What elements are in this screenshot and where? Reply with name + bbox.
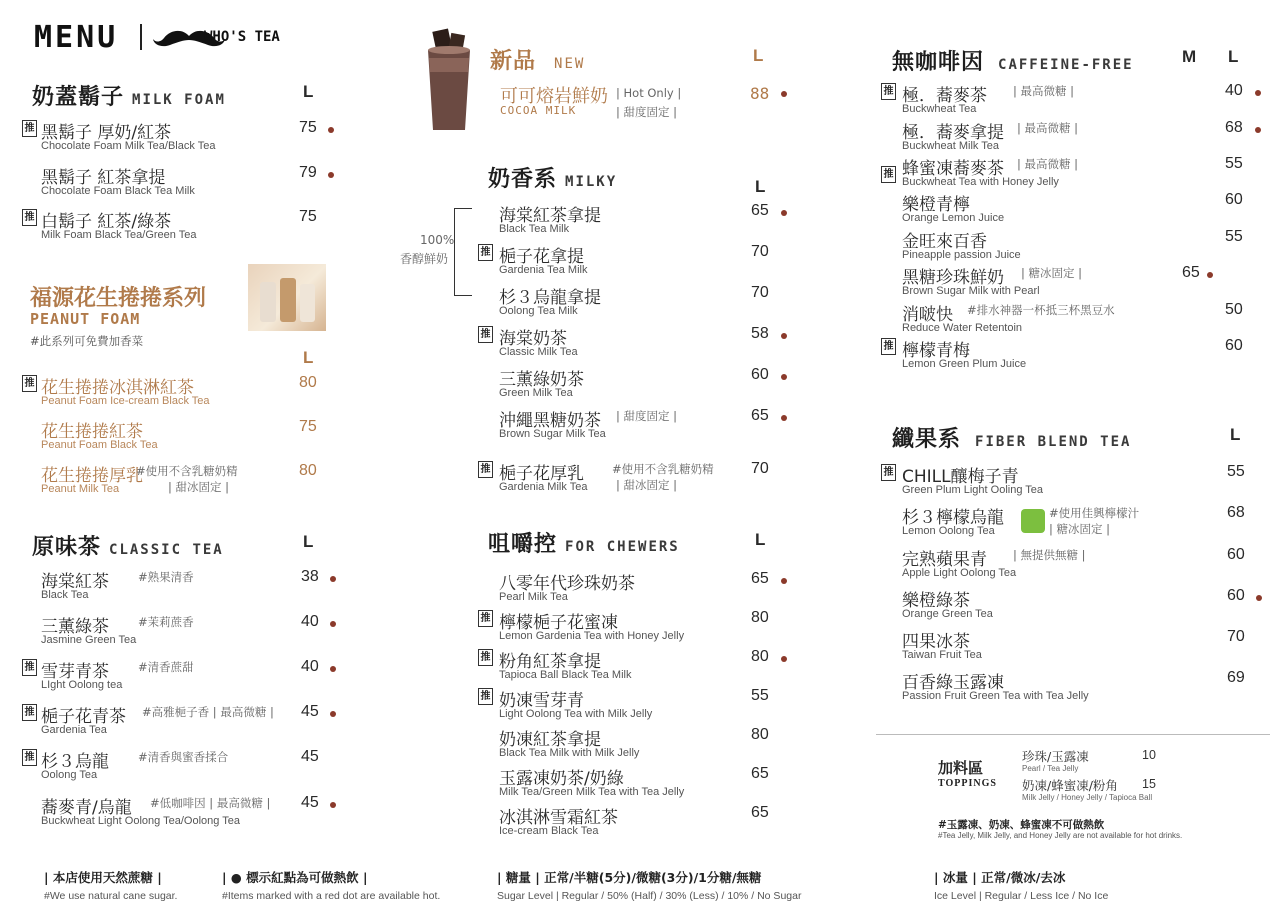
- menu-item[interactable]: [478, 459, 798, 499]
- peanut-note: #此系列可免費加香菜: [30, 334, 144, 348]
- item-price: 68: [1225, 119, 1243, 136]
- item-price: 79: [299, 164, 317, 181]
- hot-dot: [328, 127, 334, 133]
- item-name: 消啵快: [902, 305, 953, 325]
- footer-cane-sugar-en: #We use natural cane sugar.: [44, 890, 178, 902]
- topping-name: 奶凍/蜂蜜凍/粉角: [1022, 778, 1118, 793]
- item-name: 杉３檸檬烏龍: [902, 508, 1004, 528]
- item-name-en: Green Milk Tea: [499, 387, 573, 399]
- section-header-fiber: [892, 422, 1131, 453]
- item-price: 75: [299, 208, 317, 225]
- menu-item[interactable]: [881, 154, 1266, 194]
- menu-item[interactable]: [478, 324, 798, 364]
- footer-hot-note-en: #Items marked with a red dot are available hot.: [222, 890, 441, 902]
- section-title-en: CLASSIC TEA: [109, 542, 224, 558]
- item-price: 75: [299, 418, 317, 435]
- section-title-zh: 無咖啡因: [892, 50, 985, 75]
- item-name: 蜂蜜凍蕎麥茶: [902, 159, 1004, 179]
- section-header-classic: [32, 530, 224, 561]
- item-name-en: COCOA MILK: [500, 104, 577, 117]
- item-name-en: Milk Tea/Green Milk Tea with Tea Jelly: [499, 786, 685, 798]
- section-title-zh: 奶香系: [488, 167, 558, 192]
- item-name: 奶凍雪芽青: [499, 691, 584, 711]
- item-name-en: Black Tea Milk with Milk Jelly: [499, 747, 640, 759]
- menu-item[interactable]: [881, 227, 1266, 267]
- section-title-en: FOR CHEWERS: [565, 539, 680, 555]
- item-price: 65: [751, 765, 769, 782]
- footer-sugar-level-en: Sugar Level | Regular / 50% (Half) / 30% (Less) / 10% / No Sugar: [497, 890, 802, 902]
- item-name-en: Buckwheat Tea with Honey Jelly: [902, 176, 1059, 188]
- item-name: 黑鬍子 紅茶拿提: [41, 168, 166, 188]
- item-price: 60: [1225, 191, 1243, 208]
- hot-dot: [1255, 90, 1261, 96]
- item-name-en: Orange Lemon Juice: [902, 212, 1005, 224]
- item-name-en: Buckwheat Light Oolong Tea/Oolong Tea: [41, 815, 240, 827]
- item-price: 80: [751, 609, 769, 626]
- item-name-en: Oolong Tea: [41, 769, 98, 781]
- menu-item[interactable]: [478, 283, 798, 323]
- item-note: #清香蔗甜: [138, 660, 194, 674]
- item-name: 花生捲捲厚乳: [41, 466, 143, 486]
- size-l-label: L: [1230, 425, 1241, 444]
- peanut-title-en: PEANUT FOAM: [30, 310, 141, 328]
- hot-dot: [1255, 127, 1261, 133]
- peanut-photo: [248, 264, 326, 331]
- topping-name: 珍珠/玉露凍: [1022, 749, 1089, 764]
- menu-item[interactable]: [22, 207, 342, 247]
- item-note: #使用佳興檸檬汁: [1049, 506, 1140, 520]
- topping-name-en: Milk Jelly / Honey Jelly / Tapioca Ball: [1022, 793, 1153, 802]
- item-name-en: Gardenia Tea: [41, 724, 107, 736]
- item-name: 杉３烏龍拿提: [499, 288, 601, 308]
- section-header-new: [490, 44, 585, 75]
- recommend-badge: 推: [478, 649, 493, 666]
- hot-dot: [330, 666, 336, 672]
- item-name-en: Taiwan Fruit Tea: [902, 649, 982, 661]
- item-name: 冰淇淋雪霜紅茶: [499, 808, 618, 828]
- item-name-en: Green Plum Light Ooling Tea: [902, 484, 1044, 496]
- menu-item[interactable]: [478, 365, 798, 405]
- item-name-en: Light Oolong Tea with Milk Jelly: [499, 708, 653, 720]
- item-price: 65: [751, 570, 769, 587]
- menu-item[interactable]: [881, 627, 1266, 667]
- hot-dot: [1207, 272, 1213, 278]
- item-name-en: Lemon Green Plum Juice: [902, 358, 1027, 370]
- toppings-title-en: TOPPINGS: [938, 778, 997, 789]
- item-name: 檸檬梔子花蜜凍: [499, 613, 618, 633]
- item-note: | 最高微糖 |: [1017, 157, 1079, 171]
- item-price: 88: [750, 84, 770, 103]
- item-name: 梔子花青茶: [41, 707, 126, 727]
- item-price: 60: [1227, 587, 1245, 604]
- item-name-en: Apple Light Oolong Tea: [902, 567, 1017, 579]
- bracket-label-2: 香醇鮮奶: [400, 252, 449, 266]
- menu-item[interactable]: [478, 608, 798, 648]
- menu-item[interactable]: [22, 612, 342, 652]
- recommend-badge: 推: [22, 749, 37, 766]
- item-price: 70: [751, 284, 769, 301]
- item-name: 八零年代珍珠奶茶: [499, 574, 635, 594]
- menu-title: MENU: [34, 20, 119, 55]
- item-name: 粉角紅茶拿提: [499, 652, 601, 672]
- item-note: #使用不含乳糖奶精: [612, 462, 714, 476]
- item-price: 65: [751, 202, 769, 219]
- menu-item[interactable]: [881, 118, 1266, 158]
- item-price: 69: [1227, 669, 1245, 686]
- item-note-2: | 甜度固定 |: [616, 105, 678, 119]
- item-name: 百香綠玉露凍: [902, 673, 1004, 693]
- hot-dot: [330, 711, 336, 717]
- menu-item[interactable]: [478, 686, 798, 726]
- section-title-en: NEW: [554, 56, 586, 72]
- menu-item[interactable]: [881, 336, 1266, 376]
- item-note: | 最高微糖 |: [1013, 84, 1075, 98]
- hot-dot: [781, 374, 787, 380]
- menu-item[interactable]: [881, 190, 1266, 230]
- item-note-2: | 甜冰固定 |: [616, 478, 678, 492]
- menu-item[interactable]: [22, 118, 342, 158]
- item-name: 玉露凍奶茶/奶綠: [499, 769, 624, 789]
- recommend-badge: 推: [881, 166, 896, 183]
- item-note: #清香與蜜香揉合: [138, 750, 229, 764]
- item-name-en: Pineapple passion Juice: [902, 249, 1021, 261]
- item-name: 黑鬍子 厚奶/紅茶: [41, 123, 172, 143]
- item-price: 55: [1225, 228, 1243, 245]
- item-name: 可可熔岩鮮奶: [500, 86, 608, 107]
- item-note: | 無提供無糖 |: [1013, 548, 1086, 562]
- recommend-badge: 推: [478, 244, 493, 261]
- menu-item[interactable]: [22, 417, 342, 457]
- menu-item[interactable]: [478, 803, 798, 843]
- recommend-badge: 推: [478, 688, 493, 705]
- item-name: 奶凍紅茶拿提: [499, 730, 601, 750]
- item-name: 白鬍子 紅茶/綠茶: [41, 212, 172, 232]
- section-header-caffeine-free: [892, 45, 1134, 76]
- recommend-badge: 推: [881, 464, 896, 481]
- item-note: #排水神器一杯抵三杯黑豆水: [967, 303, 1115, 317]
- recommend-badge: 推: [22, 375, 37, 392]
- item-name: 三薰綠奶茶: [499, 370, 584, 390]
- item-price: 60: [1225, 337, 1243, 354]
- recommend-badge: 推: [22, 704, 37, 721]
- hot-dot: [781, 91, 787, 97]
- item-price: 70: [1227, 628, 1245, 645]
- toppings-note: #玉露凍、奶凍、蜂蜜凍不可做熱飲: [938, 819, 1105, 831]
- hot-dot: [781, 578, 787, 584]
- size-l-label: L: [303, 348, 314, 367]
- item-name-en: Gardenia Tea Milk: [499, 264, 588, 276]
- peanut-title-zh: 福源花生捲捲系列: [30, 286, 207, 311]
- brand-name: WHO'S TEA: [204, 29, 280, 45]
- section-title-zh: 原味茶: [32, 535, 102, 560]
- recommend-badge: 推: [22, 209, 37, 226]
- menu-item[interactable]: [478, 725, 798, 765]
- topping-item: [1022, 747, 1172, 773]
- topping-item: [1022, 776, 1202, 802]
- menu-item[interactable]: [881, 545, 1266, 585]
- item-name-en: LIght Oolong tea: [41, 679, 123, 691]
- recommend-badge: 推: [22, 120, 37, 137]
- menu-item[interactable]: [881, 503, 1266, 543]
- item-price: 40: [301, 613, 319, 630]
- item-name: 四果冰茶: [902, 632, 970, 652]
- item-name-en: Oolong Tea Milk: [499, 305, 578, 317]
- item-name-en: Orange Green Tea: [902, 608, 993, 620]
- section-title-zh: 奶蓋鬍子: [32, 85, 125, 110]
- item-price: 80: [751, 648, 769, 665]
- item-price: 65: [751, 407, 769, 424]
- footer-hot-note: | ● 標示紅點為可做熱飲 |: [222, 870, 368, 885]
- item-name-en: Peanut Foam Black Tea: [41, 439, 158, 451]
- section-title-zh: 纖果系: [892, 427, 962, 452]
- item-name-en: Lemon Gardenia Tea with Honey Jelly: [499, 630, 685, 642]
- item-price: 50: [1225, 301, 1243, 318]
- recommend-badge: 推: [22, 659, 37, 676]
- item-name: 極．蕎麥拿提: [902, 123, 1004, 143]
- item-price: 68: [1227, 504, 1245, 521]
- menu-item[interactable]: [881, 668, 1266, 708]
- footer-cane-sugar: | 本店使用天然蔗糖 |: [44, 870, 162, 885]
- menu-item[interactable]: [478, 569, 798, 609]
- section-title-en: MILK FOAM: [132, 92, 226, 108]
- brand-header: [34, 20, 284, 56]
- item-name: 花生捲捲冰淇淋紅茶: [41, 378, 194, 398]
- item-price: 58: [751, 325, 769, 342]
- lemon-juice-logo: [1021, 509, 1045, 533]
- item-name: 樂橙綠茶: [902, 591, 970, 611]
- menu-item[interactable]: [478, 242, 798, 282]
- hot-dot: [781, 415, 787, 421]
- item-note: | 甜度固定 |: [616, 409, 678, 423]
- item-price: 75: [299, 119, 317, 136]
- menu-item[interactable]: [22, 747, 342, 787]
- hot-dot: [781, 656, 787, 662]
- item-price: 40: [1225, 82, 1243, 99]
- item-price: 80: [299, 374, 317, 391]
- size-l-label: L: [1228, 47, 1239, 66]
- item-name-en: Ice-cream Black Tea: [499, 825, 599, 837]
- item-name: 完熟蘋果青: [902, 550, 987, 570]
- item-name-en: Brown Sugar Milk with Pearl: [902, 285, 1040, 297]
- menu-item[interactable]: [22, 461, 342, 501]
- section-title-zh: 新品: [490, 49, 537, 74]
- menu-item[interactable]: [881, 263, 1266, 303]
- size-l-label: L: [753, 46, 764, 65]
- item-price: 45: [301, 794, 319, 811]
- divider: [876, 734, 1270, 735]
- item-price: 80: [751, 726, 769, 743]
- item-price: 70: [751, 243, 769, 260]
- menu-item[interactable]: [22, 702, 342, 742]
- item-note: #高雅梔子香 | 最高微糖 |: [142, 705, 274, 719]
- item-name-en: Jasmine Green Tea: [41, 634, 137, 646]
- item-name-en: Reduce Water Retentoin: [902, 322, 1023, 334]
- topping-price: 15: [1142, 777, 1156, 791]
- item-note-2: | 甜冰固定 |: [168, 480, 230, 494]
- menu-item[interactable]: [478, 406, 798, 446]
- item-price: 38: [301, 568, 319, 585]
- item-name: 金旺來百香: [902, 232, 987, 252]
- item-name-en: Black Tea Milk: [499, 223, 570, 235]
- item-name: 黑糖珍珠鮮奶: [902, 268, 1004, 288]
- recommend-badge: 推: [478, 461, 493, 478]
- item-name-en: Peanut Milk Tea: [41, 483, 120, 495]
- item-name-en: Chocolate Foam Black Tea Milk: [41, 185, 195, 197]
- item-price: 60: [751, 366, 769, 383]
- hot-dot: [330, 621, 336, 627]
- menu-item[interactable]: [22, 793, 342, 833]
- item-price: 65: [751, 804, 769, 821]
- recommend-badge: 推: [478, 610, 493, 627]
- item-name-en: Tapioca Ball Black Tea Milk: [499, 669, 632, 681]
- menu-item[interactable]: [881, 462, 1266, 502]
- size-m-label: M: [1182, 47, 1197, 66]
- menu-item[interactable]: [22, 567, 342, 607]
- item-name: 杉３烏龍: [41, 752, 109, 772]
- item-price: 55: [751, 687, 769, 704]
- item-name-en: Gardenia Milk Tea: [499, 481, 588, 493]
- item-name: 海棠紅茶: [41, 572, 109, 592]
- section-header-chewers: [488, 527, 680, 558]
- topping-price: 10: [1142, 748, 1156, 762]
- item-name: 海棠紅茶拿提: [499, 206, 601, 226]
- item-name-en: Chocolate Foam Milk Tea/Black Tea: [41, 140, 216, 152]
- toppings-note-en: #Tea Jelly, Milk Jelly, and Honey Jelly are not available for hot drinks.: [938, 831, 1183, 840]
- size-l-label: L: [303, 82, 314, 101]
- section-title-en: CAFFEINE-FREE: [998, 57, 1134, 73]
- item-price: 65: [1182, 264, 1200, 281]
- item-name: CHILL釀梅子青: [902, 467, 1019, 487]
- bracket-line: [454, 208, 472, 296]
- cocoa-drink-image: [424, 28, 474, 134]
- brand-divider: [140, 24, 142, 50]
- section-title-en: MILKY: [565, 174, 618, 190]
- section-header-milk-foam: [32, 80, 226, 111]
- item-price: 40: [301, 658, 319, 675]
- menu-item[interactable]: [881, 586, 1266, 626]
- section-title-en: FIBER BLEND TEA: [975, 434, 1132, 450]
- footer-ice-level-en: Ice Level | Regular / Less Ice / No Ice: [934, 890, 1109, 902]
- item-price: 45: [301, 748, 319, 765]
- item-name-en: Peanut Foam Ice-cream Black Tea: [41, 395, 210, 407]
- topping-name-en: Pearl / Tea Jelly: [1022, 764, 1079, 773]
- item-name: 三薰綠茶: [41, 617, 109, 637]
- item-price: 55: [1225, 155, 1243, 172]
- item-name: 極．蕎麥茶: [902, 86, 987, 106]
- menu-item[interactable]: [478, 764, 798, 804]
- menu-item[interactable]: [22, 657, 342, 697]
- item-name-en: Black Tea: [41, 589, 89, 601]
- size-l-label: L: [755, 530, 766, 549]
- menu-item[interactable]: [500, 82, 800, 122]
- item-note: #使用不含乳糖奶精: [136, 464, 238, 478]
- item-name-en: Milk Foam Black Tea/Green Tea: [41, 229, 197, 241]
- item-name: 檸檬青梅: [902, 341, 970, 361]
- size-l-label: L: [303, 532, 314, 551]
- item-note: | Hot Only |: [616, 86, 682, 100]
- item-note: | 糖冰固定 |: [1021, 266, 1083, 280]
- item-price: 55: [1227, 463, 1245, 480]
- item-note: | 最高微糖 |: [1017, 121, 1079, 135]
- item-name-en: Lemon Oolong Tea: [902, 525, 995, 537]
- hot-dot: [1256, 595, 1262, 601]
- footer-ice-level: | 冰量 | 正常/微冰/去冰: [934, 870, 1066, 885]
- item-name: 樂橙青檸: [902, 195, 970, 215]
- hot-dot: [330, 802, 336, 808]
- menu-item[interactable]: [881, 81, 1266, 121]
- item-name-en: Passion Fruit Green Tea with Tea Jelly: [902, 690, 1089, 702]
- hot-dot: [330, 576, 336, 582]
- item-price: 45: [301, 703, 319, 720]
- item-price: 60: [1227, 546, 1245, 563]
- item-name-en: Pearl Milk Tea: [499, 591, 568, 603]
- item-name-en: Classic Milk Tea: [499, 346, 578, 358]
- section-header-milky: [488, 162, 617, 193]
- item-name: 雪芽青茶: [41, 662, 109, 682]
- footer-sugar-level: | 糖量 | 正常/半糖(5分)/微糖(3分)/1分糖/無糖: [497, 870, 762, 885]
- item-name: 花生捲捲紅茶: [41, 422, 143, 442]
- item-note: #低咖啡因 | 最高微糖 |: [150, 796, 271, 810]
- item-name: 海棠奶茶: [499, 329, 567, 349]
- item-name-en: Buckwheat Tea: [902, 103, 977, 115]
- item-name-en: Brown Sugar Milk Tea: [499, 428, 606, 440]
- item-note: #熟果清香: [138, 570, 194, 584]
- recommend-badge: 推: [881, 338, 896, 355]
- item-name: 梔子花拿提: [499, 247, 584, 267]
- hot-dot: [781, 210, 787, 216]
- item-name: 梔子花厚乳: [499, 464, 584, 484]
- section-title-zh: 咀嚼控: [488, 532, 558, 557]
- item-name: 沖繩黑糖奶茶: [499, 411, 601, 431]
- item-name: 蕎麥青/烏龍: [41, 798, 132, 818]
- menu-item[interactable]: [881, 300, 1266, 340]
- item-note-2: | 糖冰固定 |: [1049, 522, 1111, 536]
- item-note: #茉莉蔗香: [138, 615, 194, 629]
- bracket-label: 100%: [420, 233, 455, 247]
- item-price: 70: [751, 460, 769, 477]
- menu-item[interactable]: [478, 201, 798, 241]
- item-name-en: Buckwheat Milk Tea: [902, 140, 1000, 152]
- menu-item[interactable]: [22, 163, 342, 203]
- recommend-badge: 推: [881, 83, 896, 100]
- hot-dot: [781, 333, 787, 339]
- size-l-label: L: [755, 177, 766, 196]
- menu-item[interactable]: [22, 373, 342, 413]
- toppings-title-zh: 加料區: [938, 759, 984, 777]
- menu-item[interactable]: [478, 647, 798, 687]
- item-price: 80: [299, 462, 317, 479]
- hot-dot: [328, 172, 334, 178]
- recommend-badge: 推: [478, 326, 493, 343]
